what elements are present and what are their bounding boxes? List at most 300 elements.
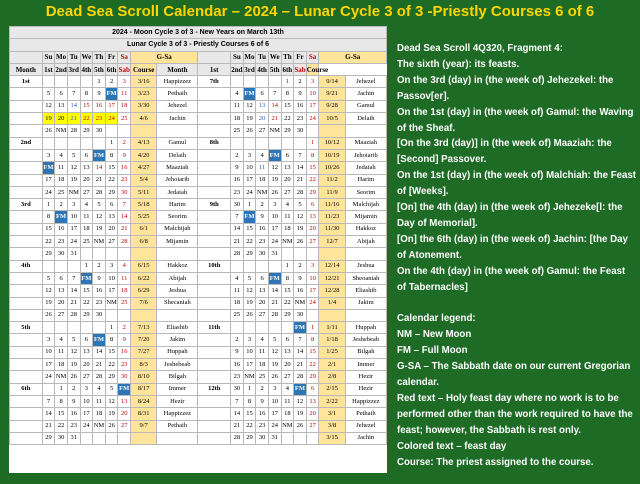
- week-header-cell: 4th: [256, 63, 269, 75]
- day-cell: 29: [42, 432, 55, 444]
- day-cell: 4: [55, 149, 68, 161]
- day-cell: 10: [80, 395, 93, 407]
- day-cell: 20: [105, 223, 118, 235]
- day-cell: 30: [231, 383, 244, 395]
- day-cell: 8: [243, 395, 256, 407]
- day-cell: 18: [80, 223, 93, 235]
- day-cell: 15: [42, 223, 55, 235]
- day-cell: 1: [306, 322, 319, 334]
- day-cell: 6: [306, 383, 319, 395]
- day-cell: 29: [281, 309, 294, 321]
- day-header-cell: Tu: [256, 51, 269, 63]
- month-label: [198, 346, 231, 358]
- day-cell: 5: [42, 272, 55, 284]
- month-label: [10, 223, 43, 235]
- day-header-cell: G-Sa: [131, 51, 198, 63]
- new-moon-marker: NM: [67, 186, 80, 198]
- day-cell: 27: [105, 236, 118, 248]
- day-cell: 22: [105, 174, 118, 186]
- day-cell: 19: [42, 113, 55, 125]
- day-cell: 1: [42, 199, 55, 211]
- day-cell: 30: [294, 309, 307, 321]
- full-moon-marker: FM: [294, 322, 307, 334]
- day-cell: [67, 76, 80, 88]
- day-cell: [294, 248, 307, 260]
- day-cell: 19: [268, 174, 281, 186]
- month-label: 12th: [198, 383, 231, 395]
- day-cell: 9: [118, 149, 131, 161]
- day-cell: 24: [67, 236, 80, 248]
- day-cell: 16: [55, 223, 68, 235]
- day-cell: 20: [306, 408, 319, 420]
- day-cell: 3: [268, 383, 281, 395]
- gregorian-sabbath-cell: 6/8: [131, 236, 157, 248]
- day-cell: [93, 137, 106, 149]
- month-label: [10, 186, 43, 198]
- day-header-cell: Th: [93, 51, 106, 63]
- day-cell: 22: [243, 420, 256, 432]
- day-cell: 29: [105, 186, 118, 198]
- day-cell: 12: [105, 395, 118, 407]
- day-cell: [243, 76, 256, 88]
- day-cell: 31: [67, 248, 80, 260]
- day-cell: 17: [67, 223, 80, 235]
- notes-line: On the 1st (day) in (the week of) Gamul: the Waving of the Sheaf.: [397, 106, 634, 134]
- gregorian-sabbath-cell: 8/10: [131, 371, 157, 383]
- day-cell: 29: [243, 248, 256, 260]
- month-label: 10th: [198, 260, 231, 272]
- day-cell: 22: [281, 113, 294, 125]
- day-cell: 27: [256, 309, 269, 321]
- course-cell: Harim: [157, 199, 198, 211]
- day-cell: 27: [80, 186, 93, 198]
- gregorian-sabbath-cell: 10/26: [319, 162, 345, 174]
- course-cell: Jakim: [157, 334, 198, 346]
- full-moon-marker: FM: [268, 149, 281, 161]
- month-label: [198, 334, 231, 346]
- day-cell: 7: [294, 149, 307, 161]
- day-cell: 23: [93, 297, 106, 309]
- day-cell: 19: [294, 223, 307, 235]
- day-cell: 18: [118, 285, 131, 297]
- day-cell: 29: [306, 186, 319, 198]
- week-header-cell: 2nd: [231, 63, 244, 75]
- day-cell: 5: [105, 383, 118, 395]
- day-cell: 5: [67, 334, 80, 346]
- day-cell: 23: [93, 113, 106, 125]
- day-cell: 28: [294, 186, 307, 198]
- gregorian-sabbath-cell: 3/16: [131, 76, 157, 88]
- day-cell: [231, 260, 244, 272]
- gregorian-sabbath-cell: 8/24: [131, 395, 157, 407]
- day-cell: 3: [42, 334, 55, 346]
- week-header-cell: Sab: [118, 63, 131, 75]
- day-header-cell: Th: [281, 51, 294, 63]
- calendar-row: [10, 297, 387, 309]
- day-cell: 18: [256, 359, 269, 371]
- day-cell: 26: [268, 371, 281, 383]
- course-cell: [157, 309, 198, 321]
- month-label: 4th: [10, 260, 43, 272]
- day-cell: 22: [281, 297, 294, 309]
- day-cell: 13: [306, 211, 319, 223]
- day-cell: 10: [243, 346, 256, 358]
- day-cell: 26: [243, 125, 256, 137]
- day-header-blank: [198, 51, 231, 63]
- day-cell: 17: [105, 100, 118, 112]
- gregorian-sabbath-cell: 5/18: [131, 199, 157, 211]
- day-cell: 2: [256, 199, 269, 211]
- day-cell: 28: [231, 432, 244, 444]
- gregorian-sabbath-cell: 1/4: [319, 297, 345, 309]
- day-cell: 25: [231, 125, 244, 137]
- day-cell: 27: [55, 309, 68, 321]
- day-cell: [93, 432, 106, 444]
- gregorian-sabbath-cell: 6/15: [131, 260, 157, 272]
- full-moon-marker: FM: [55, 211, 68, 223]
- month-label: [10, 125, 43, 137]
- course-cell: Happizzez: [345, 395, 386, 407]
- day-cell: 10: [268, 395, 281, 407]
- course-cell: Hezir: [157, 395, 198, 407]
- day-cell: 28: [67, 309, 80, 321]
- day-cell: 6: [256, 88, 269, 100]
- new-moon-marker: NM: [281, 236, 294, 248]
- day-cell: 1: [281, 76, 294, 88]
- week-header-cell: 3rd: [67, 63, 80, 75]
- week-header-cell: 6th: [281, 63, 294, 75]
- month-label: [10, 248, 43, 260]
- course-cell: Hezir: [345, 383, 386, 395]
- day-cell: [105, 125, 118, 137]
- course-cell: Mijamin: [157, 236, 198, 248]
- day-cell: 12: [67, 162, 80, 174]
- day-cell: 10: [268, 211, 281, 223]
- gregorian-sabbath-cell: 11/9: [319, 186, 345, 198]
- week-header-cell: Sab: [294, 63, 307, 75]
- gregorian-sabbath-cell: 11/16: [319, 199, 345, 211]
- day-cell: 6: [256, 272, 269, 284]
- day-cell: 20: [55, 297, 68, 309]
- day-cell: 1: [80, 260, 93, 272]
- week-header-row: [10, 63, 387, 75]
- course-cell: [157, 432, 198, 444]
- day-cell: 25: [256, 371, 269, 383]
- day-cell: [281, 432, 294, 444]
- course-cell: Jeshua: [345, 260, 386, 272]
- week-header-cell: 1st: [42, 63, 55, 75]
- day-header-blank: [10, 51, 43, 63]
- day-cell: 21: [93, 174, 106, 186]
- day-cell: 10: [306, 88, 319, 100]
- day-cell: 10: [67, 211, 80, 223]
- day-cell: [243, 322, 256, 334]
- day-cell: 8: [55, 395, 68, 407]
- month-label: [10, 113, 43, 125]
- day-cell: 12: [42, 100, 55, 112]
- day-cell: 18: [55, 359, 68, 371]
- month-label: [198, 309, 231, 321]
- day-cell: 28: [231, 248, 244, 260]
- gregorian-sabbath-cell: 10/19: [319, 149, 345, 161]
- day-cell: 28: [67, 125, 80, 137]
- day-cell: 13: [256, 285, 269, 297]
- day-cell: 22: [42, 236, 55, 248]
- day-cell: 11: [256, 346, 269, 358]
- day-cell: 23: [256, 236, 269, 248]
- day-header-cell: Mo: [55, 51, 68, 63]
- page-title: Dead Sea Scroll Calendar – 2024 – Lunar Cycle 3 of 3 -Priestly Courses 6 of 6: [45, 3, 595, 20]
- calendar-table: [9, 26, 387, 445]
- day-cell: 14: [67, 285, 80, 297]
- calendar-row: [10, 88, 387, 100]
- notes-line: Calendar legend:: [397, 313, 476, 325]
- day-cell: 26: [268, 186, 281, 198]
- calendar-row: [10, 322, 387, 334]
- day-cell: [231, 322, 244, 334]
- gregorian-sabbath-cell: [319, 248, 345, 260]
- day-cell: 16: [67, 408, 80, 420]
- day-cell: [42, 322, 55, 334]
- course-cell: Jeshua: [157, 285, 198, 297]
- day-cell: 28: [93, 186, 106, 198]
- day-cell: 22: [306, 174, 319, 186]
- day-cell: 6: [55, 272, 68, 284]
- notes-line: NM – New Moon: [397, 329, 472, 341]
- day-cell: 22: [243, 236, 256, 248]
- month-label: [10, 359, 43, 371]
- course-cell: Hakkoz: [157, 260, 198, 272]
- month-label: [10, 408, 43, 420]
- day-cell: 16: [93, 285, 106, 297]
- course-cell: Jedaiah: [345, 162, 386, 174]
- day-cell: 29: [80, 125, 93, 137]
- gregorian-sabbath-cell: 1/25: [319, 346, 345, 358]
- notes-line: The sixth (year): its feasts.: [397, 58, 520, 70]
- month-label: [198, 236, 231, 248]
- day-cell: 4: [231, 88, 244, 100]
- day-cell: 3: [243, 334, 256, 346]
- day-cell: 10: [306, 272, 319, 284]
- day-cell: [243, 260, 256, 272]
- day-cell: [281, 137, 294, 149]
- day-cell: 25: [231, 309, 244, 321]
- month-label: [198, 149, 231, 161]
- week-header-cell: 3rd: [243, 63, 256, 75]
- day-cell: 12: [294, 395, 307, 407]
- day-cell: 16: [118, 346, 131, 358]
- day-cell: 23: [231, 186, 244, 198]
- day-cell: 3: [42, 149, 55, 161]
- day-cell: 17: [306, 100, 319, 112]
- day-cell: 19: [67, 359, 80, 371]
- day-cell: 14: [268, 285, 281, 297]
- day-cell: 13: [281, 346, 294, 358]
- day-cell: 21: [268, 297, 281, 309]
- gregorian-sabbath-cell: 12/14: [319, 260, 345, 272]
- day-cell: 16: [294, 100, 307, 112]
- course-cell: Immer: [345, 359, 386, 371]
- month-label: [198, 125, 231, 137]
- day-cell: 15: [281, 100, 294, 112]
- course-cell: Pethaih: [157, 88, 198, 100]
- course-cell: Harim: [345, 174, 386, 186]
- day-cell: 30: [55, 432, 68, 444]
- day-cell: 20: [281, 174, 294, 186]
- day-cell: [281, 248, 294, 260]
- day-cell: 15: [55, 408, 68, 420]
- notes-line: On the 3rd (day) in (the week of) Jehezekel: the Passov[er].: [397, 74, 614, 102]
- gregorian-sabbath-cell: [131, 125, 157, 137]
- new-moon-marker: NM: [268, 125, 281, 137]
- course-cell: Eliashib: [345, 285, 386, 297]
- day-cell: 2: [67, 383, 80, 395]
- day-cell: 14: [294, 162, 307, 174]
- day-cell: 16: [231, 359, 244, 371]
- week-header-cell: 4th: [80, 63, 93, 75]
- day-cell: 28: [268, 309, 281, 321]
- day-cell: [55, 76, 68, 88]
- calendar-row: [10, 395, 387, 407]
- day-cell: 7: [67, 272, 80, 284]
- notes-line: [On the 3rd (day)] in (the week of) Maaziah: the [Second] Passover.: [397, 138, 612, 166]
- gregorian-sabbath-cell: 9/21: [319, 88, 345, 100]
- calendar-body: [10, 27, 387, 445]
- day-cell: 2: [118, 137, 131, 149]
- day-cell: 5: [243, 272, 256, 284]
- day-cell: [42, 137, 55, 149]
- day-cell: 11: [93, 395, 106, 407]
- week-header-cell: 2nd: [55, 63, 68, 75]
- calendar-row: [10, 186, 387, 198]
- day-cell: 6: [55, 88, 68, 100]
- day-header-cell: G-Sa: [319, 51, 387, 63]
- gregorian-sabbath-cell: 2/22: [319, 395, 345, 407]
- day-cell: [231, 137, 244, 149]
- day-cell: 12: [268, 162, 281, 174]
- gregorian-sabbath-cell: 3/1: [319, 408, 345, 420]
- course-cell: Gamul: [157, 137, 198, 149]
- day-cell: [306, 432, 319, 444]
- full-moon-marker: FM: [42, 162, 55, 174]
- day-cell: 18: [231, 113, 244, 125]
- month-label: 5th: [10, 322, 43, 334]
- day-cell: 27: [306, 236, 319, 248]
- course-cell: Delaih: [345, 113, 386, 125]
- month-label: 7th: [198, 76, 231, 88]
- course-cell: Jehoiarib: [345, 149, 386, 161]
- day-cell: 24: [80, 420, 93, 432]
- day-cell: 16: [231, 174, 244, 186]
- day-cell: 17: [243, 174, 256, 186]
- gregorian-sabbath-cell: 7/13: [131, 322, 157, 334]
- gregorian-sabbath-cell: 5/4: [131, 174, 157, 186]
- course-cell: [157, 248, 198, 260]
- gregorian-sabbath-cell: [131, 432, 157, 444]
- calendar-row: [10, 432, 387, 444]
- day-cell: 29: [80, 309, 93, 321]
- gregorian-sabbath-cell: 1/11: [319, 322, 345, 334]
- month-label: [10, 174, 43, 186]
- day-cell: 25: [118, 297, 131, 309]
- day-cell: 30: [93, 309, 106, 321]
- day-cell: 21: [294, 359, 307, 371]
- course-cell: Jeshebeab: [345, 334, 386, 346]
- course-cell: Maaziah: [345, 137, 386, 149]
- notes-line: Colored text – feast day: [397, 440, 507, 452]
- day-cell: 17: [42, 174, 55, 186]
- day-cell: [118, 125, 131, 137]
- calendar-row: [10, 346, 387, 358]
- week-header-cell: Month: [157, 63, 198, 75]
- day-cell: 21: [268, 113, 281, 125]
- day-header-cell: Sa: [306, 51, 319, 63]
- calendar-row: [10, 76, 387, 88]
- calendar-row: [10, 149, 387, 161]
- course-cell: Abijah: [157, 272, 198, 284]
- gregorian-sabbath-cell: 12/7: [319, 236, 345, 248]
- day-cell: 10: [42, 346, 55, 358]
- day-cell: 4: [256, 149, 269, 161]
- day-cell: 14: [231, 223, 244, 235]
- full-moon-marker: FM: [80, 272, 93, 284]
- day-cell: 2: [256, 383, 269, 395]
- day-cell: 9: [118, 334, 131, 346]
- day-cell: 12: [243, 100, 256, 112]
- gregorian-sabbath-cell: 3/8: [319, 420, 345, 432]
- day-cell: [80, 322, 93, 334]
- gregorian-sabbath-cell: 4/27: [131, 162, 157, 174]
- day-cell: [105, 432, 118, 444]
- day-cell: 23: [256, 420, 269, 432]
- day-cell: 3: [306, 76, 319, 88]
- day-cell: 11: [55, 346, 68, 358]
- day-cell: [67, 322, 80, 334]
- month-label: [10, 395, 43, 407]
- course-cell: Bilgah: [157, 371, 198, 383]
- day-cell: 20: [80, 174, 93, 186]
- full-moon-marker: FM: [105, 88, 118, 100]
- calendar-row: [10, 236, 387, 248]
- day-cell: 15: [105, 162, 118, 174]
- day-cell: 17: [268, 223, 281, 235]
- gregorian-sabbath-cell: 8/3: [131, 359, 157, 371]
- day-cell: 12: [243, 285, 256, 297]
- day-cell: 19: [268, 359, 281, 371]
- day-cell: 8: [105, 334, 118, 346]
- day-cell: 14: [118, 211, 131, 223]
- day-cell: [281, 322, 294, 334]
- day-cell: [268, 76, 281, 88]
- gregorian-sabbath-cell: 7/27: [131, 346, 157, 358]
- day-cell: 27: [306, 420, 319, 432]
- month-label: [10, 272, 43, 284]
- day-cell: 21: [67, 297, 80, 309]
- day-cell: 9: [294, 88, 307, 100]
- month-label: [198, 359, 231, 371]
- day-cell: [294, 432, 307, 444]
- table-heading-2: Lunar Cycle 3 of 3 - Priestly Courses 6 of 6: [10, 39, 387, 51]
- course-cell: Hakkoz: [345, 223, 386, 235]
- course-cell: Jedaiah: [157, 186, 198, 198]
- day-cell: 1: [243, 383, 256, 395]
- month-label: [198, 211, 231, 223]
- day-cell: 27: [256, 125, 269, 137]
- day-cell: 15: [281, 285, 294, 297]
- gregorian-sabbath-cell: 9/14: [319, 76, 345, 88]
- month-label: 9th: [198, 199, 231, 211]
- day-cell: [80, 248, 93, 260]
